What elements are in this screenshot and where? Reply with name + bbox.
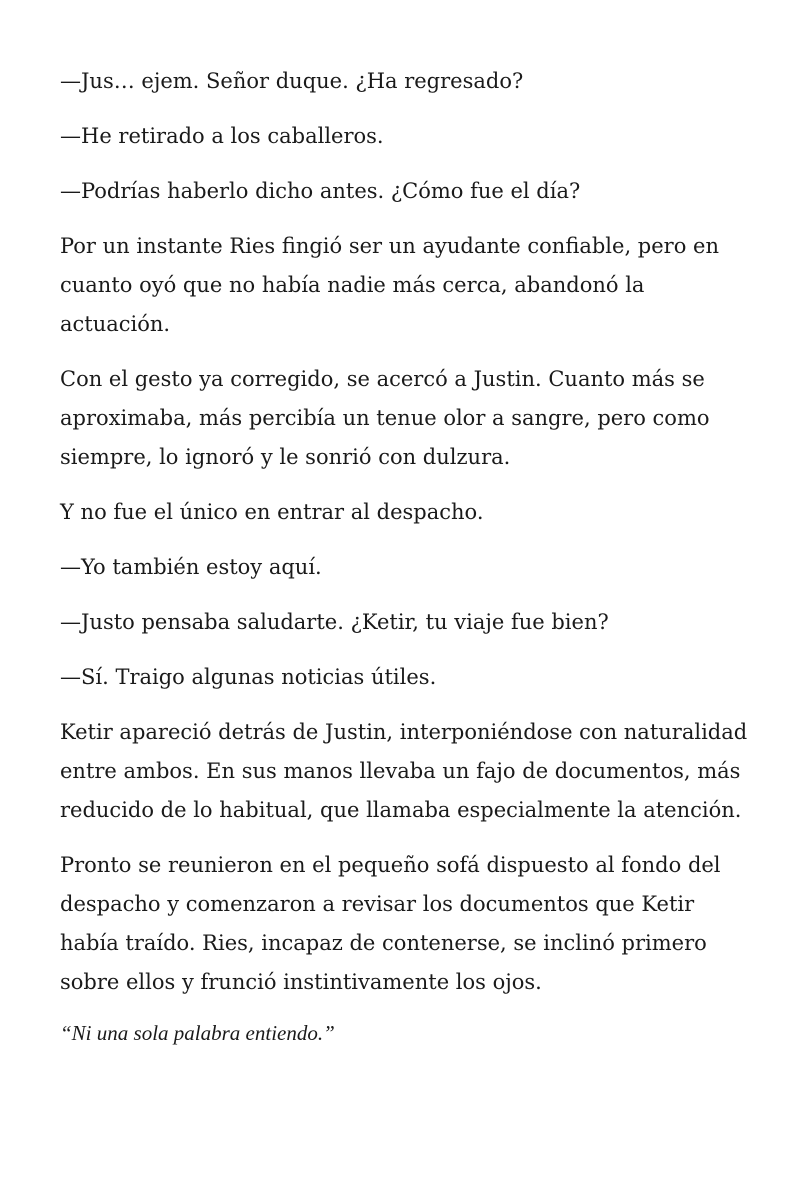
inner-thought: “Ni una sola palabra entiendo.” [60,1021,335,1045]
narrative-paragraph: Por un instante Ries fingió ser un ayudante confiable, pero en cuanto oyó que no había nadie más cerca, abandonó la actuación. [60,234,719,336]
narrative-paragraph: Con el gesto ya corregido, se acercó a Justin. Cuanto más se aproximaba, más percibía un tenue olor a sangre, pero como siempre, lo ignoró y le sonrió con dulzura. [60,367,710,469]
dialogue-line: —Jus… ejem. Señor duque. ¿Ha regresado? [60,69,524,93]
narrative-paragraph: Y no fue el único en entrar al despacho. [60,500,484,524]
dialogue-line: —Justo pensaba saludarte. ¿Ketir, tu viaje fue bien? [60,610,609,634]
dialogue-line: —Yo también estoy aquí. [60,555,322,579]
dialogue-line: —He retirado a los caballeros. [60,124,384,148]
dialogue-line: —Sí. Traigo algunas noticias útiles. [60,665,437,689]
document-body [60,62,750,1048]
narrative-paragraph: Pronto se reunieron en el pequeño sofá dispuesto al fondo del despacho y comenzaron a revisar los documentos que Ketir había traído. Ries, incapaz de contenerse, se inclinó primero sobre ellos y frunció instintivamente los ojos. [60,853,721,994]
narrative-paragraph: Ketir apareció detrás de Justin, interponiéndose con naturalidad entre ambos. En sus manos llevaba un fajo de documentos, más reducido de lo habitual, que llamaba especialmente la atención. [60,720,748,822]
dialogue-line: —Podrías haberlo dicho antes. ¿Cómo fue el día? [60,179,581,203]
